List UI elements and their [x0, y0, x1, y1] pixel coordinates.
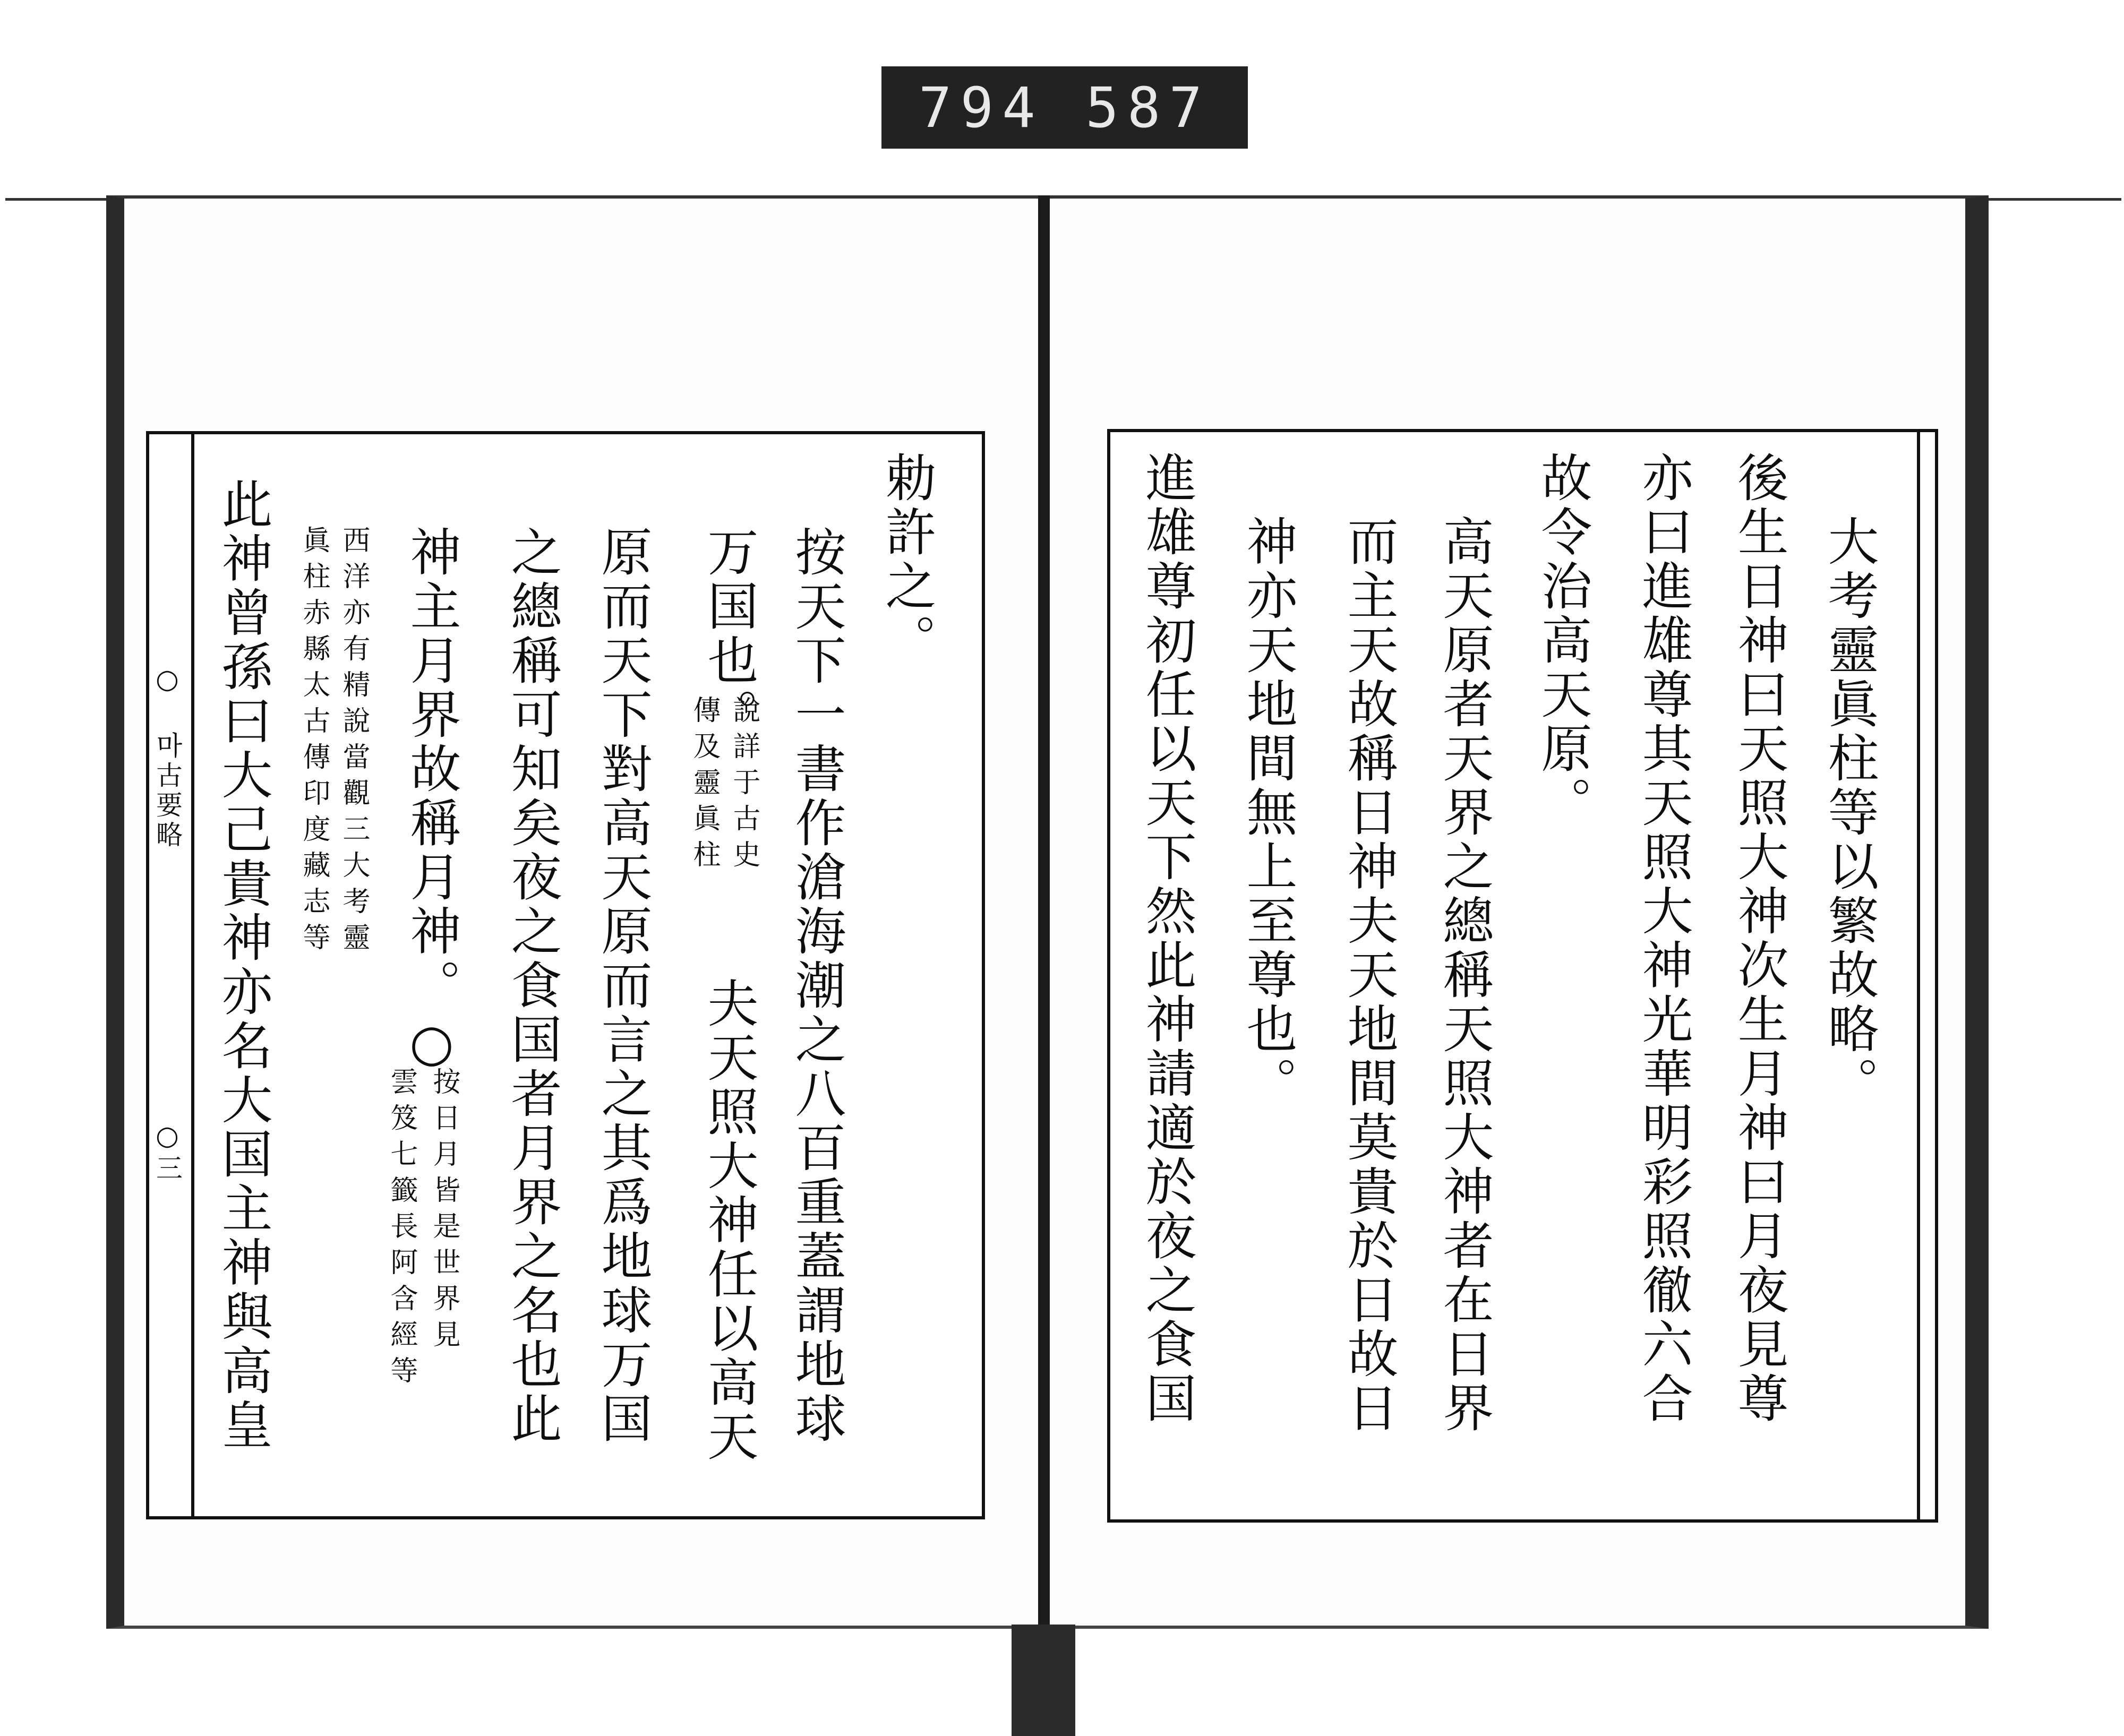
left-note-4: 雲笈七籤長阿含經等	[386, 1067, 417, 1392]
right-col-6: 而主天故稱日神夫天地間莫貴於日故日	[1339, 515, 1399, 1436]
left-note-5: 西洋亦有精說當觀三大考靈	[338, 526, 370, 959]
spine-shadow	[1012, 1625, 1075, 1736]
left-note-1: 說詳于古史	[728, 695, 760, 876]
right-col-8: 進雄尊初任以天下然此神請適於夜之食国	[1137, 451, 1197, 1426]
left-col-5: 之總稱可知矣夜之食国者月界之名也此	[503, 526, 562, 1446]
left-col-4: 原而天下對高天原而言之其爲地球万国	[593, 526, 653, 1446]
book-spine	[1038, 195, 1050, 1682]
film-frame-label: 794 587	[881, 66, 1248, 149]
right-col-4: 故令治高天原。	[1533, 451, 1592, 830]
page-number: ○三	[152, 1120, 183, 1184]
left-col-2: 按天下一書作滄海潮之八百重蓋謂地球	[787, 526, 846, 1446]
left-margin-rule	[191, 431, 194, 1519]
left-col-3: 万国也。	[699, 526, 759, 742]
left-note-6: 眞柱赤縣太古傳印度藏志等	[298, 526, 330, 959]
right-col-5: 高天原者天界之總稱天照大神者在日界	[1435, 515, 1494, 1436]
left-col-6: 神主月界故稱月神。○	[402, 526, 461, 1076]
right-margin-rule	[1917, 429, 1920, 1523]
right-col-1: 大考靈眞柱等以繁故略。	[1820, 515, 1879, 1111]
left-col-3b: 夫天照大神任以高天	[699, 977, 759, 1464]
left-note-3: 按日月皆是世界見	[428, 1067, 460, 1356]
left-col-1: 勅許之。	[877, 451, 937, 668]
right-col-2: 後生日神曰天照大神次生月神曰月夜見尊	[1729, 451, 1789, 1426]
right-text-frame	[1107, 429, 1938, 1523]
left-note-2: 傳及靈眞柱	[688, 695, 720, 876]
running-title: ○ 마古要略	[152, 664, 183, 850]
right-col-3: 亦曰進雄尊其天照大神光華明彩照徹六合	[1634, 451, 1693, 1426]
left-col-7: 此神曾孫曰大己貴神亦名大国主神與高皇	[213, 478, 273, 1453]
right-col-7: 神亦天地間無上至尊也。	[1238, 515, 1298, 1111]
